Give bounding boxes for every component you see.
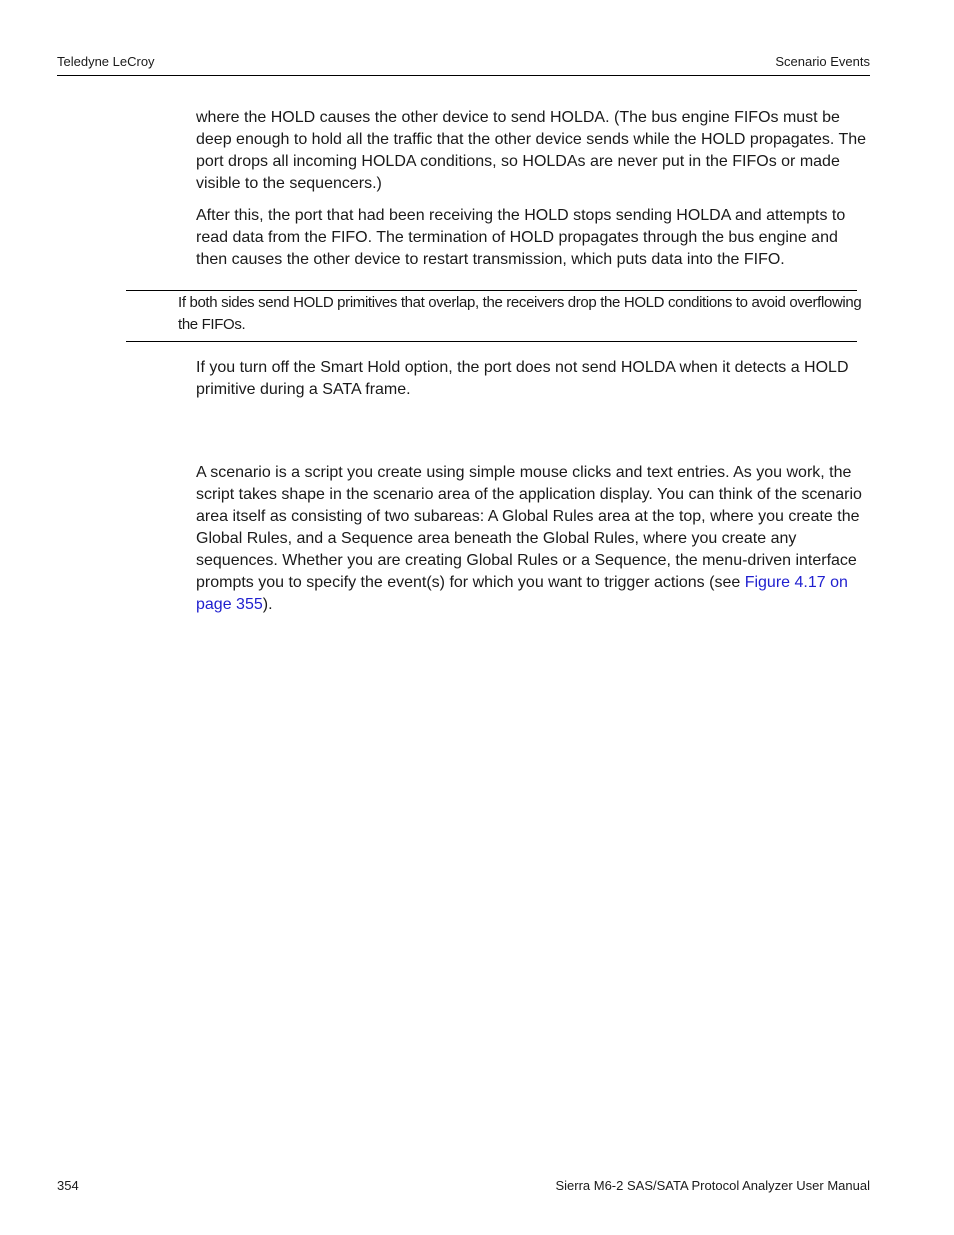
scenario-text-end: ).: [262, 596, 273, 613]
note-text: If both sides send HOLD primitives that overlap, the receivers drop the HOLD conditions to avoid overflowing the FIFOs.: [178, 294, 862, 333]
note-top-divider: [126, 290, 857, 291]
paragraph-hold-termination: After this, the port that had been receiving the HOLD stops sending HOLDA and attempts to read data from the FIFO. The termination of HOLD propagates through the bus engine and then causes the other device to restart transmission, which puts data into the FIFO.: [196, 207, 846, 268]
note-bottom-divider: [126, 341, 857, 342]
page-number: 354: [57, 1178, 79, 1193]
paragraph-smart-hold: If you turn off the Smart Hold option, the port does not send HOLDA when it detects a HOLD primitive during a SATA frame.: [196, 359, 849, 398]
paragraph-scenario-description: [196, 462, 868, 616]
footer-manual-title: Sierra M6-2 SAS/SATA Protocol Analyzer User Manual: [555, 1178, 870, 1193]
figure-link[interactable]: Figure 4.17 on page 355: [196, 574, 848, 613]
header-section-title: Scenario Events: [775, 54, 870, 69]
header-company: Teledyne LeCroy: [57, 54, 155, 69]
header-divider: [57, 75, 870, 76]
paragraph-hold-holda: where the HOLD causes the other device to send HOLDA. (The bus engine FIFOs must be deep enough to hold all the traffic that the other device sends while the HOLD propagates. The port drops all incoming HOLDA conditions, so HOLDAs are never put in the FIFOs or made visible to the sequencers.): [196, 109, 867, 192]
scenario-text: A scenario is a script you create using simple mouse clicks and text entries. As you work, the script takes shape in the scenario area of the application display. You can think of the scenario area itself as consisting of two subareas: A Global Rules area at the top, where you create the Global Rules, and a Sequence area beneath the Global Rules, where you create any sequences. Whether you are creating Global Rules or a Sequence, the menu-driven interface prompts you to specify the event(s) for which you want to trigger actions (see: [196, 464, 862, 591]
